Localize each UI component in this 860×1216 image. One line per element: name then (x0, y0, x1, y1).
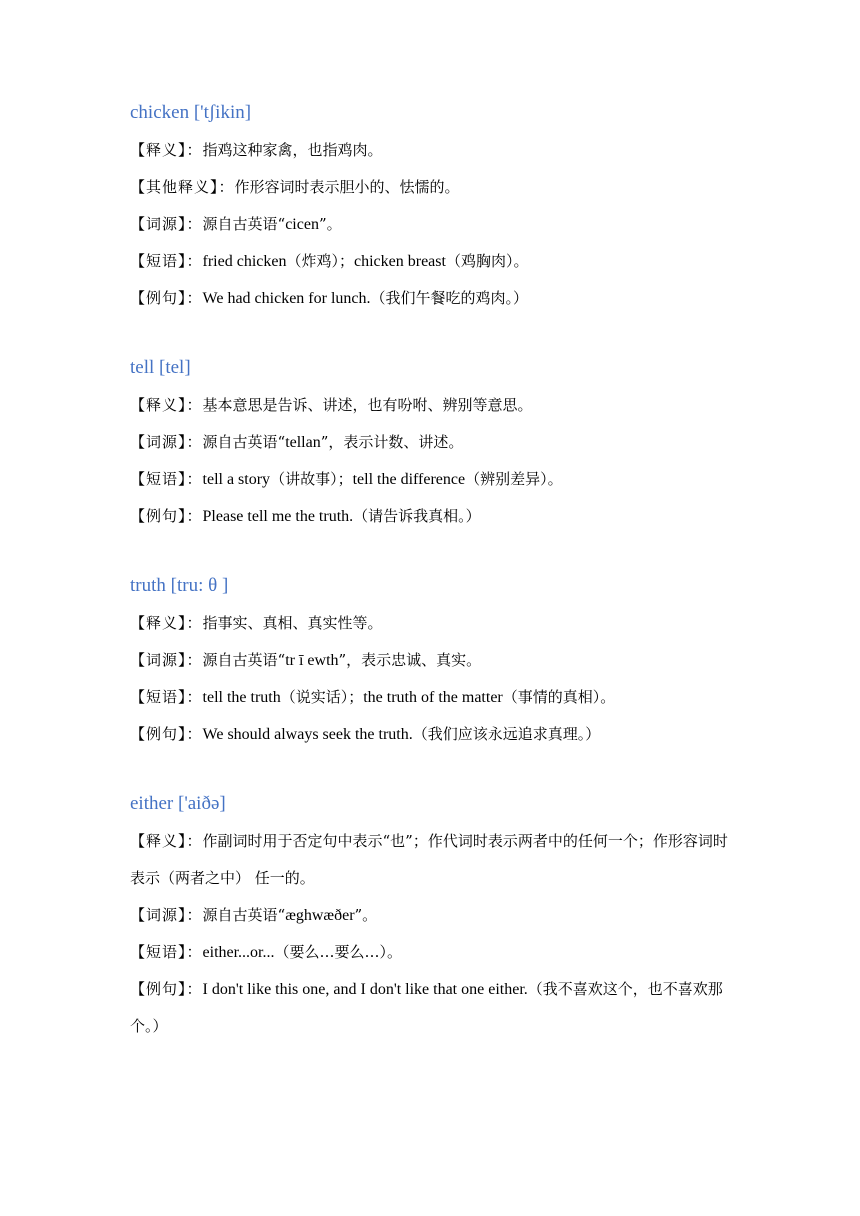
entry-line (130, 823, 730, 897)
line-tag: 【词源】： (130, 651, 203, 669)
entry-line (130, 424, 730, 461)
chinese-text: （说实话）； (280, 688, 364, 706)
line-tag: 【短语】： (130, 943, 203, 961)
entry-line (130, 679, 730, 716)
entry-headword: chicken ['tʃikin] (130, 102, 252, 123)
entry-line (130, 280, 730, 317)
chinese-text: （要么…要么…）。 (274, 943, 403, 961)
english-text: the truth of the matter (363, 689, 503, 706)
line-tag: 【例句】： (130, 980, 203, 998)
word-entry (130, 573, 730, 753)
entry-line (130, 897, 730, 934)
word-entry (130, 355, 730, 535)
chinese-text: 源自古英语“ (202, 433, 286, 451)
chinese-text: 作副词时用于否定句中表示“也”；作代词时表示两者中的任何一个；作形容词时表示（两者之中） 任一的。 (130, 832, 728, 887)
english-text: cicen (285, 216, 319, 233)
chinese-text: 源自古英语“ (202, 651, 286, 669)
entry-line (130, 243, 730, 280)
chinese-text: （炸鸡）； (286, 252, 354, 270)
entry-line (130, 934, 730, 971)
chinese-text: （我不喜欢这个，也不喜欢那个。） (130, 980, 723, 1035)
line-tag: 【释义】： (130, 396, 203, 414)
english-text: tellan (285, 434, 321, 451)
entry-line (130, 169, 730, 206)
chinese-text: 源自古英语“ (202, 906, 286, 924)
english-text: æghwæðer (285, 907, 355, 924)
chinese-text: （事情的真相）。 (502, 688, 616, 706)
document-page (130, 100, 730, 1083)
chinese-text: ”，表示忠诚、真实。 (338, 651, 482, 669)
chinese-text: 基本意思是告诉、讲述，也有吩咐、辨别等意思。 (202, 396, 533, 414)
line-tag: 【释义】： (130, 614, 203, 632)
english-text: tr ī ewth (285, 652, 339, 669)
line-tag: 【短语】： (130, 470, 203, 488)
line-tag: 【释义】： (130, 141, 203, 159)
line-tag: 【词源】： (130, 215, 203, 233)
chinese-text: （我们午餐吃的鸡肉。） (370, 289, 529, 307)
line-tag: 【词源】： (130, 906, 203, 924)
entry-line (130, 132, 730, 169)
entry-line (130, 387, 730, 424)
line-tag: 【例句】： (130, 725, 203, 743)
english-text: fried chicken (202, 253, 287, 270)
chinese-text: 指鸡这种家禽，也指鸡肉。 (202, 141, 383, 159)
chinese-text: 源自古英语“ (202, 215, 286, 233)
entry-headword: truth [tru: θ ] (130, 575, 229, 596)
entry-line (130, 971, 730, 1045)
chinese-text: （鸡胸肉）。 (445, 252, 529, 270)
english-text: Please tell me the truth. (202, 508, 354, 525)
english-text: tell the truth (202, 689, 281, 706)
chinese-text: （请告诉我真相。） (353, 507, 481, 525)
chinese-text: 作形容词时表示胆小的、怯懦的。 (234, 178, 460, 196)
english-text: either...or... (202, 944, 275, 961)
english-text: tell the difference (352, 471, 466, 488)
entry-line (130, 605, 730, 642)
line-tag: 【释义】： (130, 832, 203, 850)
entry-headword: either ['aiðə] (130, 793, 226, 814)
line-tag: 【例句】： (130, 289, 203, 307)
line-tag: 【例句】： (130, 507, 203, 525)
chinese-text: ”，表示计数、讲述。 (320, 433, 464, 451)
entry-headword: tell [tel] (130, 357, 191, 378)
chinese-text: （辨别差异）。 (465, 470, 563, 488)
entry-line (130, 716, 730, 753)
entry-line (130, 461, 730, 498)
entry-line (130, 498, 730, 535)
english-text: tell a story (202, 471, 271, 488)
chinese-text: 指事实、真相、真实性等。 (202, 614, 383, 632)
english-text: We had chicken for lunch. (202, 290, 371, 307)
english-text: We should always seek the truth. (202, 726, 413, 743)
chinese-text: （我们应该永远追求真理。） (412, 725, 601, 743)
chinese-text: ”。 (318, 215, 342, 233)
english-text: I don't like this one, and I don't like that one either. (202, 981, 528, 998)
line-tag: 【词源】： (130, 433, 203, 451)
line-tag: 【其他释义】： (130, 178, 235, 196)
entry-line (130, 206, 730, 243)
line-tag: 【短语】： (130, 252, 203, 270)
chinese-text: ”。 (354, 906, 378, 924)
word-entry (130, 100, 730, 317)
entry-line (130, 642, 730, 679)
line-tag: 【短语】： (130, 688, 203, 706)
chinese-text: （讲故事）； (270, 470, 353, 488)
word-entry (130, 791, 730, 1045)
english-text: chicken breast (353, 253, 446, 270)
